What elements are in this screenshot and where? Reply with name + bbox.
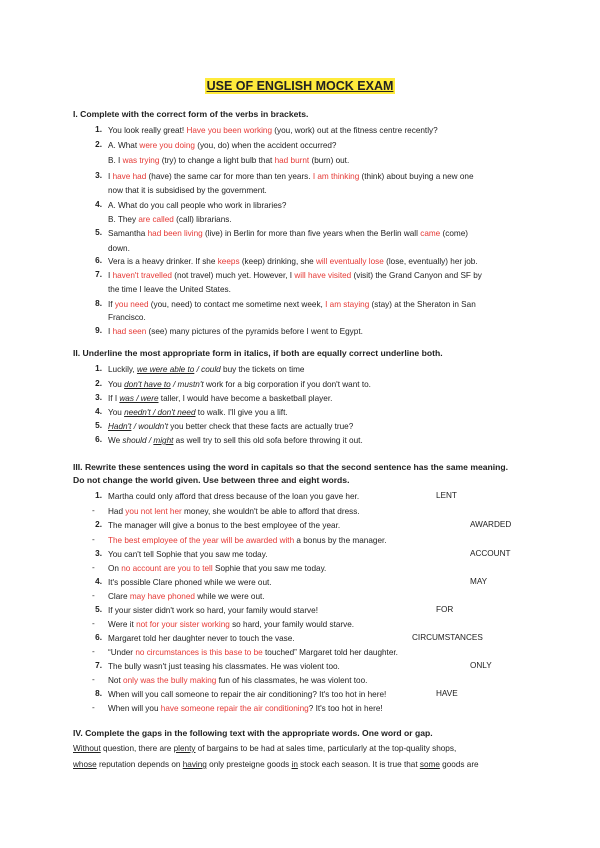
- answer-text: was trying: [122, 156, 160, 165]
- answer-part: fun of his classmates, he was violent too.: [216, 676, 368, 685]
- item-number: 3.: [95, 393, 102, 402]
- prompt-text: If I: [108, 394, 120, 403]
- answer-text: [108, 703, 383, 715]
- key-word: AWARDED: [470, 520, 512, 529]
- prompt-text: to walk. I'll give you a lift.: [195, 408, 288, 417]
- answer-part: money, she wouldn't be able to afford that dress.: [181, 507, 360, 516]
- key-word: FOR: [436, 605, 454, 614]
- prompt-text: We: [108, 436, 123, 445]
- prompt-text: You: [108, 408, 125, 417]
- question-text: You can't tell Sophie that you saw me today.: [108, 550, 268, 559]
- answer-part: On: [108, 564, 122, 573]
- item-text: [108, 326, 363, 338]
- prompt-text: I: [108, 172, 113, 181]
- question-text: The manager will give a bonus to the best employee of the year.: [108, 521, 341, 530]
- gap-word: some: [419, 760, 440, 769]
- answer-text: keeps: [217, 257, 240, 266]
- item-number: 3.: [95, 549, 102, 558]
- underlined-option: needn't / don't need: [124, 408, 196, 417]
- answer-part: a bonus by the manager.: [294, 536, 387, 545]
- prompt-text: the time I leave the United States.: [108, 285, 231, 294]
- prompt-text: Samantha: [108, 229, 148, 238]
- gap-word: Without: [73, 744, 101, 753]
- section-1-heading: I. Complete with the correct form of the verbs in brackets.: [73, 109, 309, 119]
- item-number: 2.: [95, 520, 102, 529]
- answer-text: [108, 563, 326, 575]
- item-number: 6.: [95, 435, 102, 444]
- prompt-text: (have) the same car for more than ten years.: [146, 172, 313, 181]
- underlined-option: might: [153, 436, 174, 445]
- answer-part: Were it: [108, 620, 137, 629]
- key-word: CIRCUMSTANCES: [412, 633, 483, 642]
- answer-text: [108, 506, 360, 518]
- answer-part: Clare: [108, 592, 130, 601]
- item-number: 1.: [95, 364, 102, 373]
- answer-part: ? It's too hot in here!: [308, 704, 383, 713]
- item-text: [108, 435, 363, 447]
- prompt-text: (stay) at the Sheraton in San: [369, 300, 476, 309]
- item-text: [108, 185, 267, 197]
- prompt-text: (not travel) much yet. However, I: [171, 271, 295, 280]
- answer-highlight: may have phoned: [129, 592, 195, 601]
- answer-highlight: have someone repair the air conditioning: [160, 704, 309, 713]
- section-4-line1: Without question, there are plenty of bargains to be had at sales time, particularly at the top-quality shops,: [73, 744, 457, 753]
- key-word: MAY: [470, 577, 488, 586]
- answer-text: you need: [114, 300, 149, 309]
- prompt-text: (visit) the Grand Canyon and SF by: [351, 271, 482, 280]
- answer-highlight: no account are you to tell: [121, 564, 213, 573]
- answer-dash: -: [92, 563, 95, 572]
- item-number: 4.: [95, 577, 102, 586]
- prompt-text: buy the tickets on time: [220, 365, 305, 374]
- answer-text: [108, 591, 265, 603]
- prompt-text: A. What do you call people who work in libraries?: [108, 201, 287, 210]
- answer-highlight: no circumstances is this base to be: [135, 648, 263, 657]
- answer-dash: -: [92, 647, 95, 656]
- item-text: [108, 228, 468, 240]
- prompt-text: taller, I would have become a basketball player.: [158, 394, 333, 403]
- question-text: Martha could only afford that dress because of the loan you gave her.: [108, 492, 360, 501]
- prompt-text: as well try to sell this old sofa before throwing it out.: [173, 436, 363, 445]
- answer-highlight: The best employee of the year will be awarded with: [108, 536, 295, 545]
- answer-text: I am staying: [325, 300, 370, 309]
- answer-part: so hard, your family would starve.: [229, 620, 355, 629]
- answer-text: were you doing: [139, 141, 195, 150]
- item-text: [108, 125, 438, 137]
- prompt-text: (try) to change a light bulb that: [159, 156, 275, 165]
- item-text: [108, 200, 286, 212]
- item-number: 6.: [95, 633, 102, 642]
- answer-dash: -: [92, 591, 95, 600]
- prompt-text: (you, do) when the accident occurred?: [194, 141, 337, 150]
- item-number: 8.: [95, 689, 102, 698]
- answer-highlight: only was the bully making: [123, 676, 217, 685]
- underlined-option: we were able to: [136, 365, 195, 374]
- prompt-text: (burn) out.: [309, 156, 350, 165]
- item-text: [108, 270, 482, 282]
- item-number: 1.: [95, 125, 102, 134]
- gap-word: in: [291, 760, 298, 769]
- answer-text: will eventually lose: [316, 257, 384, 266]
- answer-text: are called: [138, 215, 174, 224]
- item-number: 5.: [95, 605, 102, 614]
- answer-text: I am thinking: [312, 172, 360, 181]
- prompt-text: work for a big corporation if you don't want to.: [203, 380, 371, 389]
- item-text: [108, 379, 371, 391]
- key-word: ACCOUNT: [470, 549, 511, 558]
- option-text: should /: [122, 436, 154, 445]
- item-text: [108, 421, 353, 433]
- item-number: 9.: [95, 326, 102, 335]
- prompt-text: Luckily,: [108, 365, 137, 374]
- answer-part: When will you: [108, 704, 161, 713]
- prompt-text: If: [108, 300, 115, 309]
- key-word: HAVE: [436, 689, 458, 698]
- answer-part: Not: [108, 676, 124, 685]
- answer-text: have had: [112, 172, 147, 181]
- prompt-text: (call) librarians.: [173, 215, 232, 224]
- item-number: 2.: [95, 140, 102, 149]
- answer-text: haven't travelled: [112, 271, 172, 280]
- item-number: 7.: [95, 270, 102, 279]
- answer-text: had been living: [147, 229, 203, 238]
- answer-text: had seen: [112, 327, 147, 336]
- prompt-text: (keep) drinking, she: [239, 257, 317, 266]
- item-text: [108, 155, 349, 167]
- gap-word: whose: [73, 760, 97, 769]
- section-3-heading-line2: Do not change the world given. Use between three and eight words.: [73, 475, 350, 485]
- prompt-text: (live) in Berlin for more than five years when the Berlin wall: [202, 229, 421, 238]
- item-text: [108, 284, 231, 296]
- page-title: USE OF ENGLISH MOCK EXAM: [206, 79, 394, 93]
- prompt-text: I: [108, 327, 113, 336]
- prompt-text: (you, work) out at the fitness centre recently?: [272, 126, 438, 135]
- item-number: 3.: [95, 171, 102, 180]
- item-number: 7.: [95, 661, 102, 670]
- question-text: When will you call someone to repair the air conditioning? It's too hot in here!: [108, 690, 387, 699]
- prompt-text: (lose, eventually) her job.: [383, 257, 478, 266]
- answer-highlight: not for your sister working: [136, 620, 230, 629]
- key-word: LENT: [436, 491, 457, 500]
- prompt-text: I: [108, 271, 113, 280]
- prompt-text: (come): [440, 229, 468, 238]
- key-word: ONLY: [470, 661, 492, 670]
- item-text: [108, 171, 474, 183]
- option-text: / mustn't: [170, 380, 204, 389]
- prompt-text: now that it is subsidised by the government.: [108, 186, 267, 195]
- item-text: [108, 364, 304, 376]
- answer-text: will have visited: [294, 271, 352, 280]
- answer-text: [108, 619, 354, 631]
- question-text: If your sister didn't work so hard, your family would starve!: [108, 606, 318, 615]
- answer-highlight: you not lent her: [125, 507, 182, 516]
- item-number: 6.: [95, 256, 102, 265]
- prompt-text: You look really great!: [108, 126, 187, 135]
- item-text: [108, 312, 146, 324]
- answer-part: Sophie that you saw me today.: [212, 564, 327, 573]
- prompt-text: You: [108, 380, 125, 389]
- answer-part: touched” Margaret told her daughter.: [262, 648, 398, 657]
- answer-text: Have you been working: [186, 126, 273, 135]
- answer-dash: -: [92, 535, 95, 544]
- option-text: / could: [194, 365, 221, 374]
- gap-word: plenty: [173, 744, 196, 753]
- item-text: [108, 214, 232, 226]
- answer-text: [108, 647, 398, 659]
- question-text: It's possible Clare phoned while we were out.: [108, 578, 272, 587]
- item-number: 5.: [95, 228, 102, 237]
- answer-dash: -: [92, 619, 95, 628]
- answer-text: [108, 675, 367, 687]
- question-text: Margaret told her daughter never to touch the vase.: [108, 634, 295, 643]
- item-text: [108, 243, 130, 255]
- prompt-text: down.: [108, 244, 130, 253]
- item-number: 1.: [95, 491, 102, 500]
- prompt-text: you better check that these facts are actually true?: [168, 422, 354, 431]
- item-text: [108, 256, 478, 268]
- option-text: / wouldn't: [131, 422, 169, 431]
- answer-text: [108, 535, 387, 547]
- underlined-option: Hadn't: [108, 422, 132, 431]
- answer-dash: -: [92, 506, 95, 515]
- prompt-text: (you, need) to contact me sometime next week,: [148, 300, 326, 309]
- section-2-heading: II. Underline the most appropriate form in italics, if both are equally correct underline both.: [73, 348, 443, 358]
- item-text: [108, 407, 288, 419]
- prompt-text: (think) about buying a new one: [359, 172, 474, 181]
- item-number: 2.: [95, 379, 102, 388]
- answer-part: while we were out.: [194, 592, 265, 601]
- answer-text: had burnt: [274, 156, 310, 165]
- answer-part: “Under: [108, 648, 136, 657]
- prompt-text: B. I: [108, 156, 123, 165]
- item-number: 4.: [95, 407, 102, 416]
- answer-dash: -: [92, 675, 95, 684]
- prompt-text: A. What: [108, 141, 140, 150]
- answer-text: came: [420, 229, 441, 238]
- question-text: The bully wasn't just teasing his classmates. He was violent too.: [108, 662, 340, 671]
- gap-word: having: [182, 760, 207, 769]
- item-text: [108, 140, 336, 152]
- prompt-text: B. They: [108, 215, 139, 224]
- section-4-line2: whose reputation depends on having only presteigne goods in stock each season. It is true that some goods are: [73, 760, 479, 769]
- underlined-option: don't have to: [124, 380, 171, 389]
- section-4-heading: IV. Complete the gaps in the following text with the appropriate words. One word or gap.: [73, 728, 433, 738]
- prompt-text: (see) many pictures of the pyramids before I went to Egypt.: [146, 327, 363, 336]
- item-number: 8.: [95, 299, 102, 308]
- underlined-option: was / were: [119, 394, 159, 403]
- item-number: 4.: [95, 200, 102, 209]
- section-3-heading-line1: III. Rewrite these sentences using the word in capitals so that the second sentence has the same meaning.: [73, 462, 509, 472]
- item-number: 5.: [95, 421, 102, 430]
- answer-part: Had: [108, 507, 126, 516]
- prompt-text: Francisco.: [108, 313, 146, 322]
- answer-dash: -: [92, 703, 95, 712]
- item-text: [108, 299, 476, 311]
- item-text: [108, 393, 332, 405]
- prompt-text: Vera is a heavy drinker. If she: [108, 257, 218, 266]
